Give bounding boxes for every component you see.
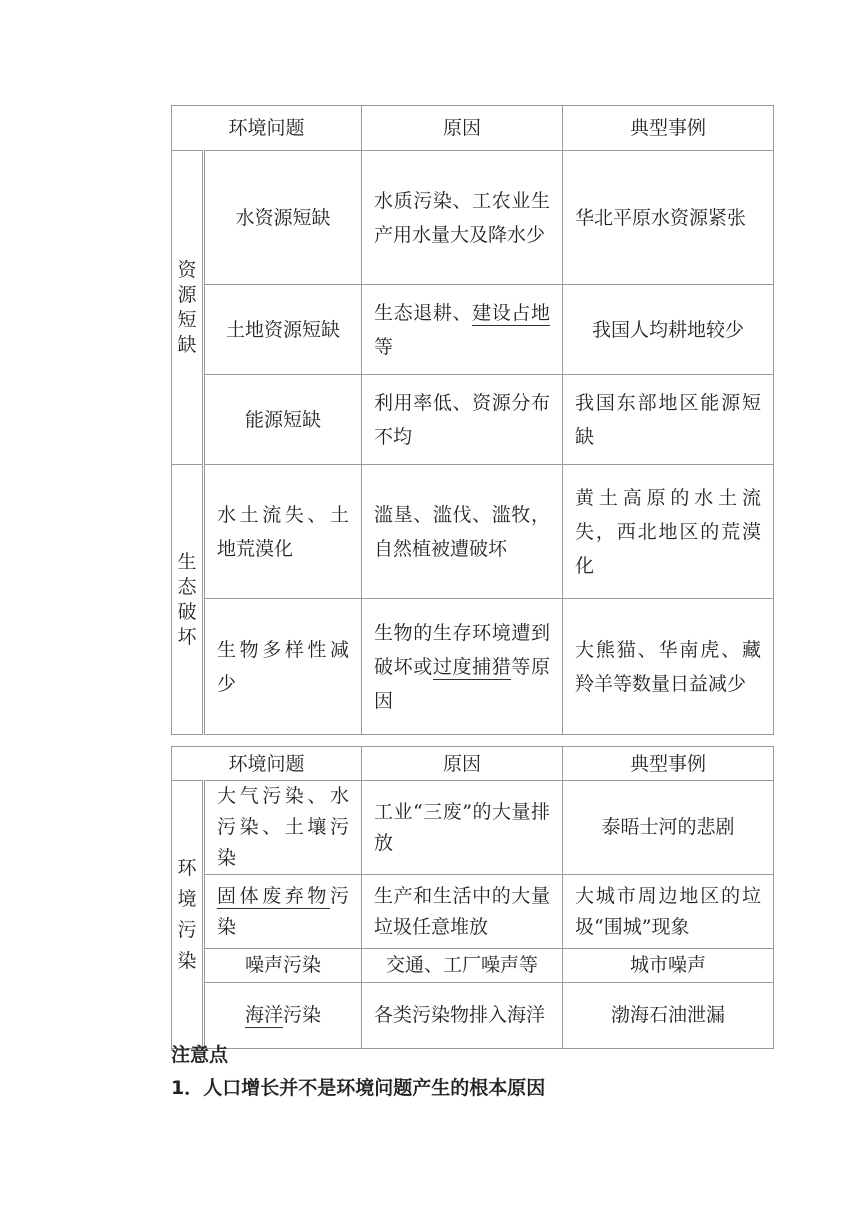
environment-problems-table-2	[171, 746, 774, 1049]
table-row	[172, 465, 774, 599]
category-cell	[172, 781, 204, 1049]
cause-cell: 交通、工厂噪声等	[362, 949, 563, 983]
header-problem: 环境问题	[172, 747, 362, 781]
example-cell: 大熊猫、华南虎、藏羚羊等数量日益减少	[563, 599, 774, 735]
table-row	[172, 983, 774, 1049]
notes-title: 注意点	[171, 1044, 229, 1066]
table-row	[172, 781, 774, 875]
problem-cell: 能源短缺	[204, 375, 362, 465]
problem-cell: 噪声污染	[204, 949, 362, 983]
problem-underlined-text: 固体废弃物	[217, 884, 330, 907]
problem-cell: 土地资源短缺	[204, 285, 362, 375]
table-row	[172, 875, 774, 949]
cause-underlined-text: 建设占地	[472, 301, 550, 324]
table-header-row	[172, 747, 774, 781]
example-cell: 黄土高原的水土流失，西北地区的荒漠化	[563, 465, 774, 599]
environment-problems-table-1	[171, 105, 774, 735]
cause-cell: 工业“三废”的大量排放	[362, 781, 563, 875]
cause-cell: 各类污染物排入海洋	[362, 983, 563, 1049]
cause-text: 生态退耕、	[374, 301, 473, 324]
problem-text: 污染	[217, 884, 350, 938]
problem-cell: 大气污染、水污染、土壤污染	[204, 781, 362, 875]
problem-cell: 生物多样性减少	[204, 599, 362, 735]
header-cause: 原因	[362, 747, 563, 781]
category-cell	[172, 151, 204, 465]
cause-cell	[362, 285, 563, 375]
table-row	[172, 285, 774, 375]
category-label: 资源短缺	[177, 258, 197, 356]
problem-cell	[204, 983, 362, 1049]
problem-cell: 水土流失、土地荒漠化	[204, 465, 362, 599]
cause-underlined-text: 过度捕猎	[432, 655, 512, 678]
cause-cell: 滥垦、滥伐、滥牧，自然植被遭破坏	[362, 465, 563, 599]
header-problem: 环境问题	[172, 106, 362, 151]
problem-cell	[204, 875, 362, 949]
header-example: 典型事例	[563, 106, 774, 151]
header-cause: 原因	[362, 106, 563, 151]
header-example: 典型事例	[563, 747, 774, 781]
example-cell: 大城市周边地区的垃圾“围城”现象	[563, 875, 774, 949]
cause-cell: 利用率低、资源分布不均	[362, 375, 563, 465]
example-cell: 渤海石油泄漏	[563, 983, 774, 1049]
cause-text: 生物的生存环境遭到破坏或	[374, 621, 551, 678]
cause-text: 等原因	[374, 655, 550, 712]
cause-cell: 生产和生活中的大量垃圾任意堆放	[362, 875, 563, 949]
table-row	[172, 151, 774, 285]
problem-underlined-text: 海洋	[244, 1004, 283, 1026]
category-cell	[172, 465, 204, 735]
table-row	[172, 599, 774, 735]
example-cell: 泰晤士河的悲剧	[563, 781, 774, 875]
category-label: 环境污染	[177, 856, 197, 972]
table-header-row	[172, 106, 774, 151]
example-cell: 华北平原水资源紧张	[563, 151, 774, 285]
example-cell: 我国东部地区能源短缺	[563, 375, 774, 465]
cause-cell: 水质污染、工农业生产用水量大及降水少	[362, 151, 563, 285]
cause-text: 等	[374, 335, 394, 358]
problem-cell: 水资源短缺	[204, 151, 362, 285]
table-row	[172, 949, 774, 983]
example-cell: 我国人均耕地较少	[563, 285, 774, 375]
cause-cell	[362, 599, 563, 735]
table-row	[172, 375, 774, 465]
note-item-1: 1．人口增长并不是环境问题产生的根本原因	[171, 1077, 546, 1099]
category-label: 生态破坏	[177, 550, 197, 648]
problem-text: 污染	[283, 1004, 322, 1026]
example-cell: 城市噪声	[563, 949, 774, 983]
